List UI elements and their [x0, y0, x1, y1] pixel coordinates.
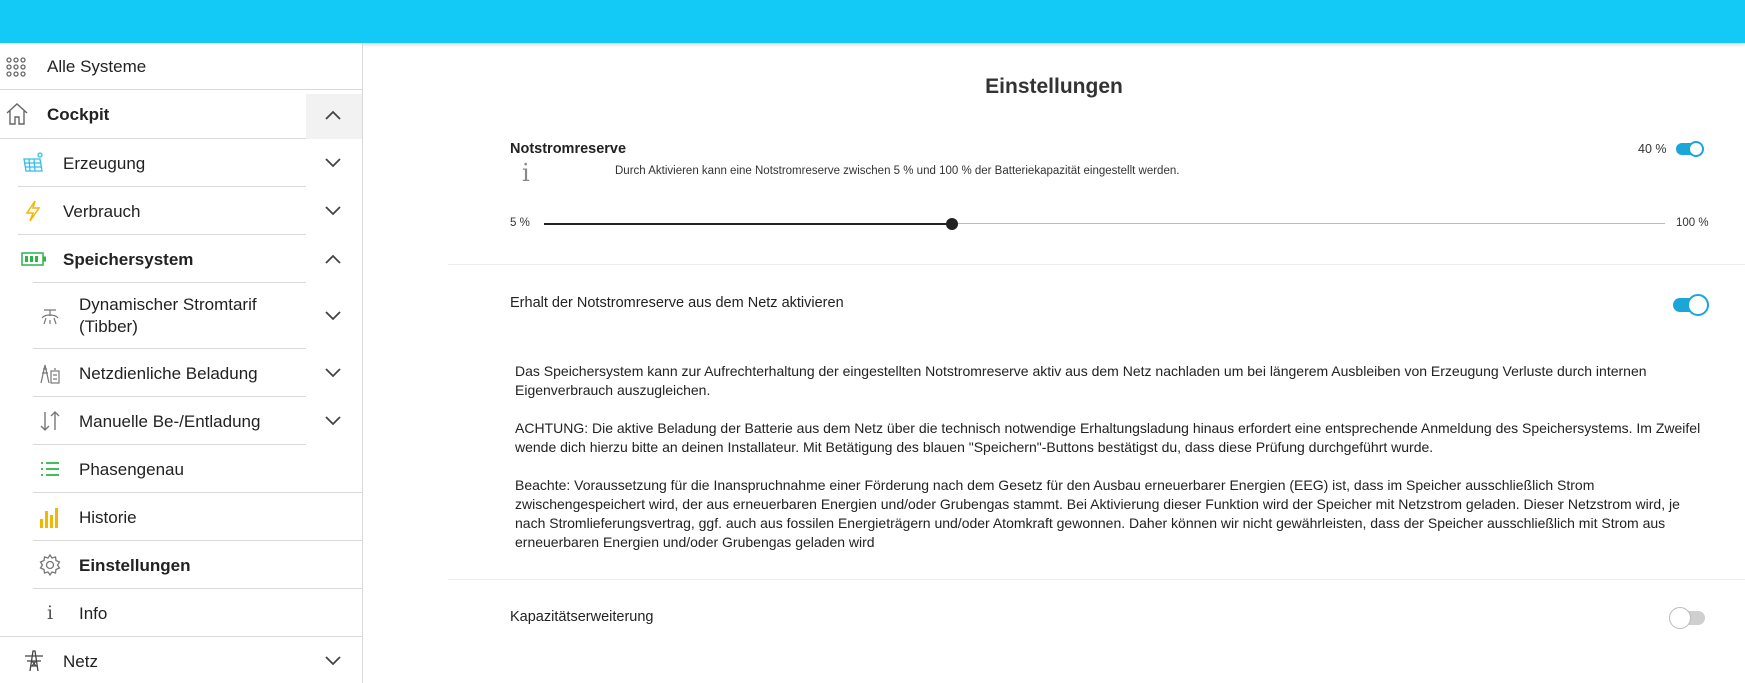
chevron-down-icon[interactable] [324, 205, 342, 217]
label-line-2: (Tibber) [79, 317, 138, 336]
erhalt-title: Erhalt der Notstromreserve aus dem Netz aktivieren [510, 295, 844, 311]
sidebar-item-label: Netz [63, 652, 98, 671]
sidebar-item-label: Historie [79, 508, 137, 527]
erhalt-paragraph-2: ACHTUNG: Die aktive Beladung der Batterie aus dem Netz über die technisch notwendige Erhaltungsladung hinaus erfordert eine entsprechende Anmeldung des Speichersystems. Im Zweifel wende dich hierzu bitte an deinen Installateur. Mit Betätigung des blauen "Speichern"-Buttons bestätigst du, dass diese Prüfung durchgeführt wurde. [515, 420, 1701, 455]
chevron-down-icon[interactable] [324, 367, 342, 379]
erhalt-toggle[interactable] [1673, 298, 1705, 312]
sidebar-item-erzeugung[interactable] [0, 139, 362, 187]
sidebar-item-label: Verbrauch [63, 202, 141, 221]
solar-panel-icon [21, 151, 45, 175]
sidebar-item-netz[interactable] [0, 637, 362, 683]
kapazitaet-toggle[interactable] [1673, 611, 1705, 625]
sidebar-item-dynamischer-stromtarif[interactable] [0, 283, 362, 349]
chevron-up-icon[interactable] [324, 109, 342, 121]
sidebar-item-label [79, 294, 257, 338]
erhalt-paragraph-1: Das Speichersystem kann zur Aufrechterhaltung der eingestellten Notstromreserve aktiv aus dem Netz nachladen um bei längerem Ausbleiben von Erzeugung Verluste durch internen Eigenverbrauch auszugleichen. [515, 363, 1647, 398]
battery-icon [21, 249, 47, 269]
chevron-down-icon[interactable] [324, 415, 342, 427]
sidebar-item-manuelle-be-entladung[interactable] [0, 397, 362, 445]
sidebar-item-label: Manuelle Be-/Entladung [79, 412, 261, 431]
erhalt-paragraph-3: Beachte: Voraussetzung für die Inanspruchnahme einer Förderung nach dem Gesetz für den Ausbau erneuerbarer Energien (EEG) ist, dass im Speicher ausschließlich Strom zwischengespeichert wird, der aus erneuerbaren Energien und/oder Grubengas stammt. Bei Aktivierung dieser Funktion wird der Speicher mit Netzstrom geladen. Dieser Netzstrom wird, je nach Stromlieferungsvertrag, ggf. auch aus fossilen Energieträgern und/oder Atomkraft gewonnen. Daher können wir nicht gewährleisten, dass der Speicher ausschließlich mit Strom aus erneuerbaren Energien und/oder Grubengas geladen wird [515, 477, 1680, 550]
label-line-1: Dynamischer Stromtarif [79, 295, 257, 314]
chevron-up-icon[interactable] [324, 253, 342, 265]
settings-content [363, 43, 1745, 683]
sidebar-item-cockpit[interactable] [0, 90, 306, 138]
toggle-knob [1688, 141, 1704, 157]
section-divider [448, 579, 1745, 580]
toggle-knob [1669, 607, 1691, 629]
info-icon: i [522, 159, 530, 187]
gear-icon [38, 553, 62, 577]
notstrom-toggle[interactable] [1676, 143, 1700, 155]
power-tower-icon [22, 648, 46, 672]
kapazitaet-title: Kapazitätserweiterung [510, 609, 654, 625]
sidebar-item-label: Speichersystem [63, 250, 194, 269]
notstrom-value: 40 % [1638, 142, 1667, 156]
toggle-knob [1687, 294, 1709, 316]
chevron-down-icon[interactable] [324, 655, 342, 667]
notstrom-slider[interactable] [544, 213, 1665, 235]
slider-track-fill [544, 223, 952, 225]
sidebar-item-einstellungen[interactable] [0, 541, 362, 589]
sidebar-item-label: Netzdienliche Beladung [79, 364, 258, 383]
notstrom-info-text: Durch Aktivieren kann eine Notstromreserve zwischen 5 % und 100 % der Batteriekapazität eingestellt werden. [615, 165, 1180, 177]
sidebar-item-netzdienliche-beladung[interactable] [0, 349, 362, 397]
section-divider [448, 264, 1745, 265]
sidebar-item-speichersystem[interactable] [0, 235, 362, 283]
sidebar-item-label: Erzeugung [63, 154, 146, 173]
bar-chart-icon [38, 505, 62, 529]
grid-apps-icon [5, 56, 27, 78]
chevron-down-icon[interactable] [324, 157, 342, 169]
sidebar-item-info[interactable] [0, 589, 362, 637]
sidebar [0, 43, 363, 683]
sidebar-item-label: Alle Systeme [47, 57, 147, 76]
page-title: Einstellungen [985, 75, 1123, 98]
tariff-icon [38, 304, 62, 328]
slider-min-label: 5 % [510, 217, 530, 229]
info-icon: i [46, 602, 54, 624]
sidebar-item-alle-systeme[interactable] [0, 43, 362, 89]
sidebar-item-verbrauch[interactable] [0, 187, 362, 235]
sidebar-item-label: Cockpit [47, 105, 110, 124]
arrows-up-down-icon [38, 409, 62, 433]
slider-thumb[interactable] [946, 218, 958, 230]
sidebar-item-historie[interactable] [0, 493, 362, 541]
slider-max-label: 100 % [1676, 217, 1709, 229]
lightning-icon [21, 199, 45, 223]
list-icon [38, 457, 62, 481]
notstrom-title: Notstromreserve [510, 141, 627, 157]
top-app-bar [0, 0, 1745, 43]
chevron-down-icon[interactable] [324, 310, 342, 322]
grid-charging-icon [38, 361, 62, 385]
sidebar-item-label: Phasengenau [79, 460, 184, 479]
sidebar-item-label: Einstellungen [79, 556, 191, 575]
sidebar-item-phasengenau[interactable] [0, 445, 362, 493]
home-icon [5, 102, 29, 126]
sidebar-item-label: Info [79, 604, 108, 623]
